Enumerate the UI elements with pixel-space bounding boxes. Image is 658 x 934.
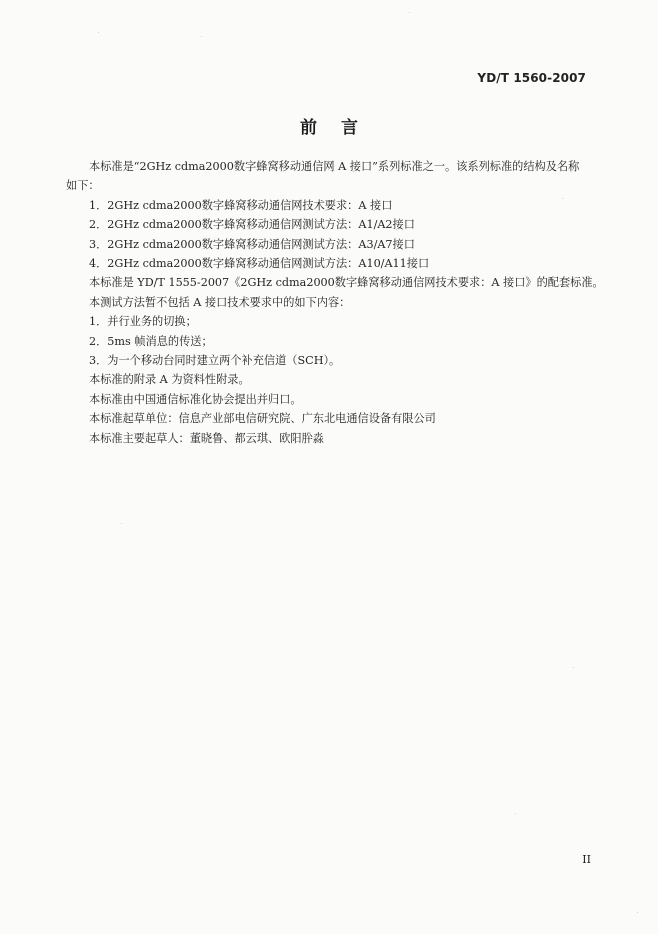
list-item-standard-1: 1．2GHz cdma2000数字蜂窝移动通信网技术要求：A 接口 [89,198,393,212]
scan-speck [573,667,574,668]
list-item-exclusion-2: 2．5ms 帧消息的传送； [89,334,213,348]
list-item-standard-3: 3．2GHz cdma2000数字蜂窝移动通信网测试方法：A3/A7接口 [89,237,415,251]
paragraph-appendix: 本标准的附录 A 为资料性附录。 [89,373,250,387]
paragraph-proposer: 本标准由中国通信标准化协会提出并归口。 [89,392,302,406]
scan-speck [201,36,202,37]
paragraph-companion-standard: 本标准是 YD/T 1555-2007《2GHz cdma2000数字蜂窝移动通信网技术要求：A 接口》的配套标准。 [89,276,604,290]
scan-speck [98,32,99,33]
page-title: 前言 [300,118,382,138]
list-item-exclusion-1: 1．并行业务的切换； [89,315,197,329]
list-item-standard-2: 2．2GHz cdma2000数字蜂窝移动通信网测试方法：A1/A2接口 [89,218,415,232]
scan-speck [121,523,122,524]
scan-speck [409,12,410,13]
scan-speck [562,198,563,199]
foreword-body [66,157,604,448]
scan-speck [515,813,516,814]
list-item-standard-4: 4．2GHz cdma2000数字蜂窝移动通信网测试方法：A10/A11接口 [89,257,430,271]
page-number: II [582,853,591,866]
document-code: YD/T 1560-2007 [477,71,586,85]
paragraph-exclusions: 本测试方法暂不包括 A 接口技术要求中的如下内容： [89,295,351,309]
list-item-exclusion-3: 3．为一个移动台同时建立两个补充信道（SCH）。 [89,354,341,368]
paragraph-drafters: 本标准主要起草人：董晓鲁、都云琪、欧阳肸淼 [89,431,324,445]
paragraph-intro: 本标准是“2GHz cdma2000数字蜂窝移动通信网 A 接口”系列标准之一。该系列标准的结构及名称 [89,160,580,173]
paragraph-drafting-units: 本标准起草单位：信息产业部电信研究院、广东北电通信设备有限公司 [89,412,436,426]
scan-speck [637,912,638,913]
paragraph-intro-continued: 如下： [66,179,100,193]
